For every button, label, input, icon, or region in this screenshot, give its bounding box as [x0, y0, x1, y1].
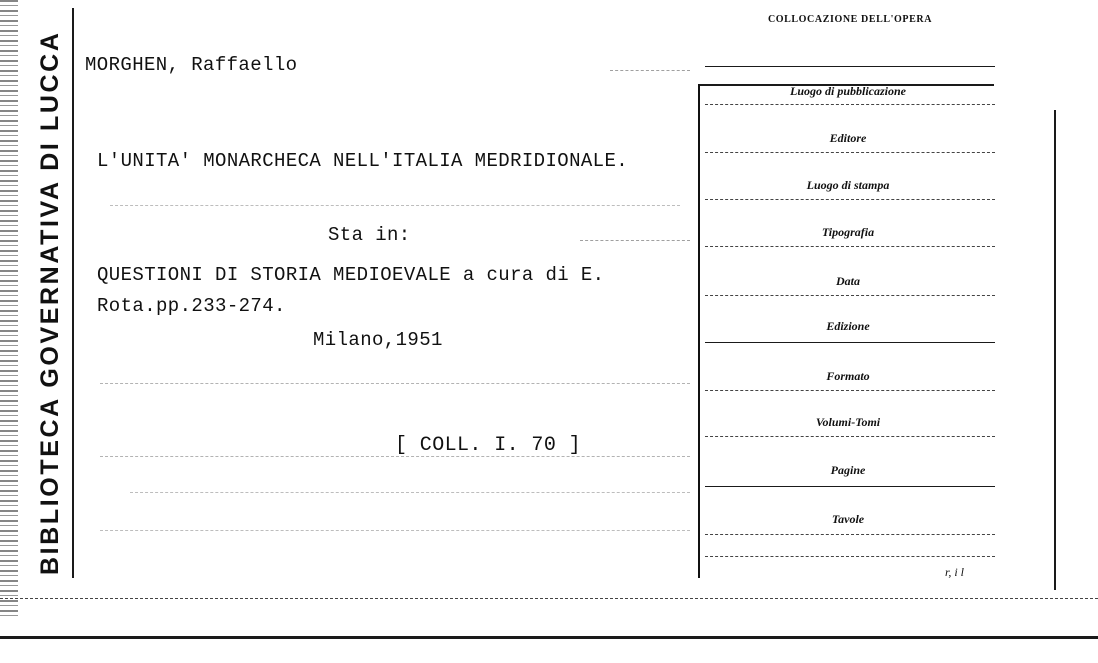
field-rule: [705, 104, 995, 105]
guide-line: [580, 240, 690, 241]
panel-heading: COLLOCAZIONE DELL'OPERA: [767, 14, 933, 25]
field-pagine: Pagine: [830, 463, 866, 477]
field-editore: Editore: [829, 131, 867, 145]
corner-mark: r, i l: [945, 565, 965, 579]
field-tavole: Tavole: [831, 512, 865, 526]
field-rule: [705, 342, 995, 343]
field-rule: [705, 199, 995, 200]
bottom-rule: [0, 636, 1098, 639]
right-margin-rule: [1054, 110, 1056, 590]
field-luogo-pubblicazione: Luogo di pubblicazione: [789, 84, 906, 98]
guide-line: [100, 530, 690, 531]
source-line-1: QUESTIONI DI STORIA MEDIOEVALE a cura di E.: [97, 264, 605, 286]
scan-edge: [0, 0, 18, 620]
field-rule: [705, 486, 995, 487]
bottom-dashed-rule: [0, 598, 1098, 599]
sta-in-label: Sta in:: [328, 224, 411, 246]
field-formato: Formato: [826, 369, 870, 383]
field-rule: [705, 390, 995, 391]
field-rule: [705, 436, 995, 437]
field-rule: [705, 534, 995, 535]
library-stamp: BIBLIOTECA GOVERNATIVA DI LUCCA: [36, 30, 64, 575]
guide-line: [610, 70, 690, 71]
field-rule: [705, 152, 995, 153]
field-edizione: Edizione: [826, 319, 870, 333]
field-tipografia: Tipografia: [821, 225, 875, 239]
title-line: L'UNITA' MONARCHECA NELL'ITALIA MEDRIDIONALE.: [97, 150, 629, 172]
guide-line: [130, 492, 690, 493]
left-margin-rule: [72, 8, 74, 578]
collocation-mark: [ COLL. I. 70 ]: [395, 434, 582, 457]
source-line-2: Rota.pp.233-274.: [97, 295, 286, 317]
author: MORGHEN, Raffaello: [85, 54, 298, 76]
field-rule: [705, 556, 995, 557]
field-volumi-tomi: Volumi-Tomi: [815, 415, 881, 429]
guide-line: [110, 205, 680, 206]
field-data: Data: [836, 274, 860, 288]
field-rule: [705, 246, 995, 247]
guide-line: [100, 383, 690, 384]
panel-top-rule: [705, 66, 995, 67]
guide-line: [100, 456, 690, 457]
field-rule: [705, 295, 995, 296]
field-luogo-stampa: Luogo di stampa: [806, 178, 890, 192]
place-year: Milano,1951: [313, 329, 443, 351]
